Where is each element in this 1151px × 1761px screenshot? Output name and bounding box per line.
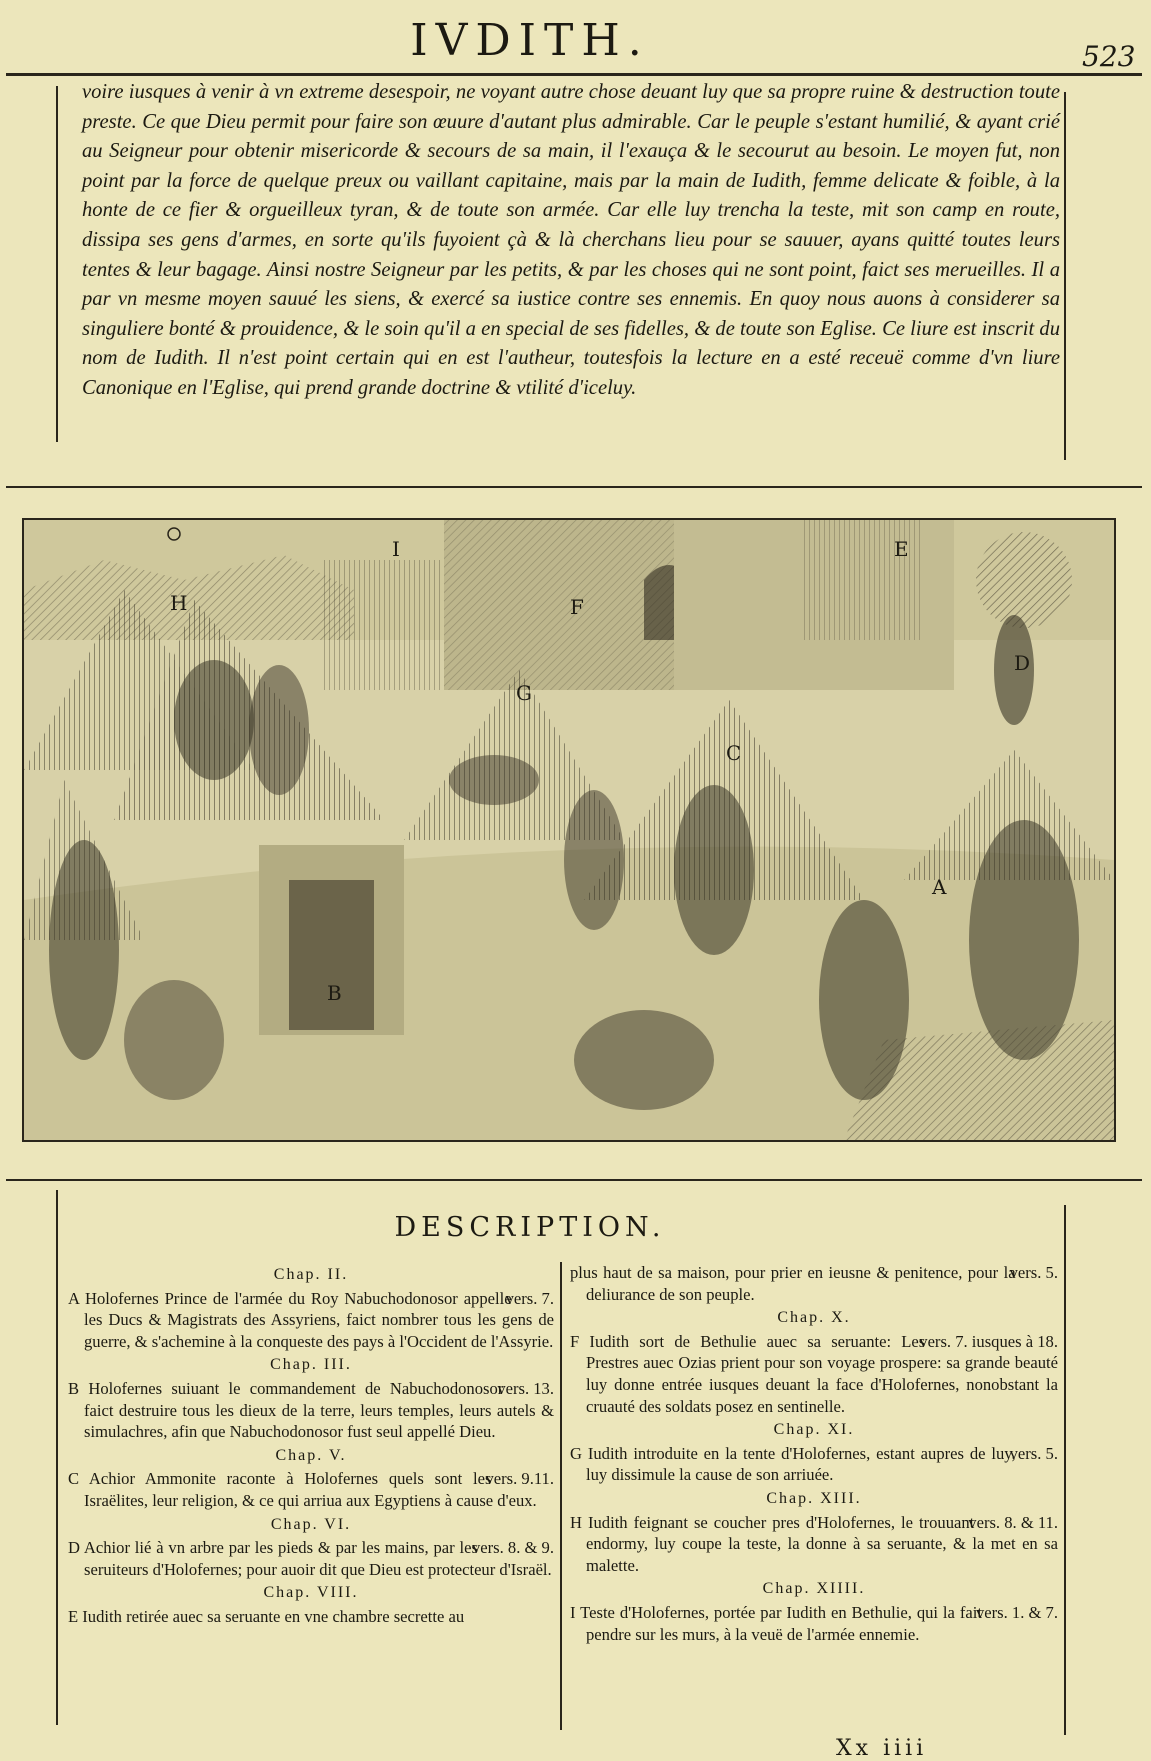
entry-text: plus haut de sa maison, pour prier en ieusne & penitence, pour la deliurance de son peuple. (570, 1263, 1016, 1304)
description-heading: DESCRIPTION. (394, 1212, 666, 1243)
entry-text: C Achior Ammonite raconte à Holofernes quels sont les Israëlites, leur religion, & ce qui arriua aux Egyptiens à cause d'eux. (68, 1469, 537, 1510)
chapter-heading: Chap. VI. (270, 1515, 352, 1533)
entry-text: H Iudith feignant se coucher pres d'Holofernes, le trouuant endormy, luy coupe la teste, la donne à sa seruante, & la met en sa malette. (570, 1512, 1058, 1575)
entry-text: A Holofernes Prince de l'armée du Roy Nabuchodonosor appelle les Ducs & Magistrats des Assyriens, faict nombrer tous les gens de guerre, & s'achemine à la conqueste des pays à l'Occident de l'Assyrie. (68, 1288, 554, 1351)
entry-text: G Iudith introduite en la tente d'Holofernes, estant aupres de luy, luy dissimule la cause de son arriuée. (570, 1443, 1016, 1485)
verse-reference: vers. 7. iusques à 18. (919, 1331, 1058, 1351)
engraving-artwork (24, 520, 1114, 1140)
letter-e: E (894, 537, 909, 561)
desc-right-border (1064, 1205, 1066, 1735)
description-left-column (68, 1262, 554, 1628)
chapter-heading: Chap. VIII. (263, 1584, 359, 1602)
chapter-heading: Chap. X. (777, 1309, 851, 1327)
entry-text: B Holofernes suiuant le commandement de Nabuchodonosor faict destruire tous les dieux de la terre, leurs temples, leurs autels & simulachres, afin que Nabuchodonosor fust seul appellé Dieu. (68, 1378, 554, 1442)
entry-text: E Iudith retirée auec sa seruante en vne chambre secrette au (68, 1606, 465, 1626)
entry-text: I Teste d'Holofernes, portée par Iudith en Bethulie, qui la fait pendre sur les murs, à la veuë de l'armée ennemie. (570, 1602, 982, 1644)
verse-reference: vers. 5. (1009, 1443, 1058, 1463)
verse-reference: vers. 7. (505, 1288, 554, 1308)
letter-d: D (1014, 651, 1031, 675)
letter-c: C (726, 741, 742, 765)
letter-g: G (516, 681, 532, 705)
description-entry (570, 1443, 1058, 1486)
desc-left-border (56, 1190, 58, 1725)
description-entry (68, 1537, 554, 1580)
signature-mark: Xx iiii (836, 1736, 928, 1761)
verse-reference: vers. 5. (1009, 1263, 1058, 1282)
verse-reference: vers. 8. & 11. (968, 1512, 1058, 1532)
intro-text-block (82, 78, 1060, 404)
description-entry (570, 1331, 1058, 1417)
description-entry (68, 1606, 554, 1628)
intro-right-border (1064, 92, 1066, 460)
chapter-heading: Chap. V. (275, 1446, 347, 1464)
description-entry (68, 1378, 554, 1443)
letter-f: F (570, 595, 584, 619)
engraving-illustration (22, 518, 1116, 1142)
verse-reference: vers. 13. (497, 1378, 554, 1398)
chapter-heading: Chap. XI. (773, 1421, 855, 1439)
verse-reference: vers. 9.11. (485, 1469, 554, 1489)
letter-b: B (327, 981, 342, 1005)
verse-reference: vers. 1. & 7. (975, 1602, 1058, 1622)
header-rule (6, 73, 1142, 76)
description-entry (570, 1262, 1058, 1305)
page-number: 523 (1082, 40, 1136, 73)
description-entry (570, 1512, 1058, 1577)
chapter-heading: Chap. II. (273, 1266, 349, 1283)
verse-reference: vers. 8. & 9. (471, 1538, 554, 1558)
entry-text: D Achior lié à vn arbre par les pieds & par les mains, par les seruiteurs d'Holofernes; pour auoir dit que Dieu est protecteur d'Israël. (68, 1538, 552, 1579)
intro-left-border (56, 86, 58, 442)
description-entry (68, 1468, 554, 1511)
section-rule-bottom (6, 1179, 1142, 1181)
running-title: IVDITH. (410, 15, 650, 66)
chapter-heading: Chap. III. (270, 1356, 352, 1374)
description-right-column (570, 1262, 1058, 1645)
description-entry (570, 1602, 1058, 1645)
entry-text: F Iudith sort de Bethulie auec sa seruante: Les Prestres auec Ozias prient pour son voyage prospere: sa grande beauté luy donne entrée iusques deuant la face d'Holofernes, nonobstant la cruauté des soldats posez en sentinelle. (570, 1331, 1058, 1416)
letter-h: H (170, 591, 188, 615)
intro-paragraph: voire iusques à venir à vn extreme desespoir, ne voyant autre chose deuant luy que sa propre ruine & destruction toute preste. Ce que Dieu permit pour faire son œuure d'autant plus admirable. Car le peuple s'estant humilié, & ayant crié au Seigneur pour obtenir misericorde & secours de sa main, il l'exauça & le secourut au besoin. Le moyen fut, non point par la force de quelque preux ou vaillant capitaine, mais par la main de Iudith, femme delicate & foible, à la honte de ce fier & orgueilleux tyran, & de toute son armée. Car elle luy trencha la teste, mit son camp en route, dissipa ses gens d'armes, en sorte qu'ils fuyoient çà & là cherchans lieu pour se sauuer, ayans quitté toutes leurs tentes & leur bagage. Ainsi nostre Seigneur par les petits, & par les choses qui ne sont point, faict ses merueilles. Il a par vn mesme moyen sauué les siens, & exercé sa iustice contre ses ennemis. En quoy nous auons à considerer sa singuliere bonté & prouidence, & le soin qu'il a en special de ses fidelles, & de toute son Eglise. Ce liure est inscrit du nom de Iudith. Il n'est point certain qui en est l'autheur, toutesfois la lecture en a esté receuë comme d'vn liure Canonique en l'Eglise, qui prend grande doctrine & vtilité d'iceluy. (82, 81, 1060, 399)
letter-a: A (932, 875, 947, 899)
chapter-heading: Chap. XIIII. (762, 1580, 866, 1598)
letter-i: I (392, 537, 400, 561)
desc-column-divider (560, 1262, 562, 1730)
chapter-heading: Chap. XIII. (766, 1489, 862, 1507)
description-entry (68, 1288, 554, 1353)
section-rule-top (6, 486, 1142, 488)
